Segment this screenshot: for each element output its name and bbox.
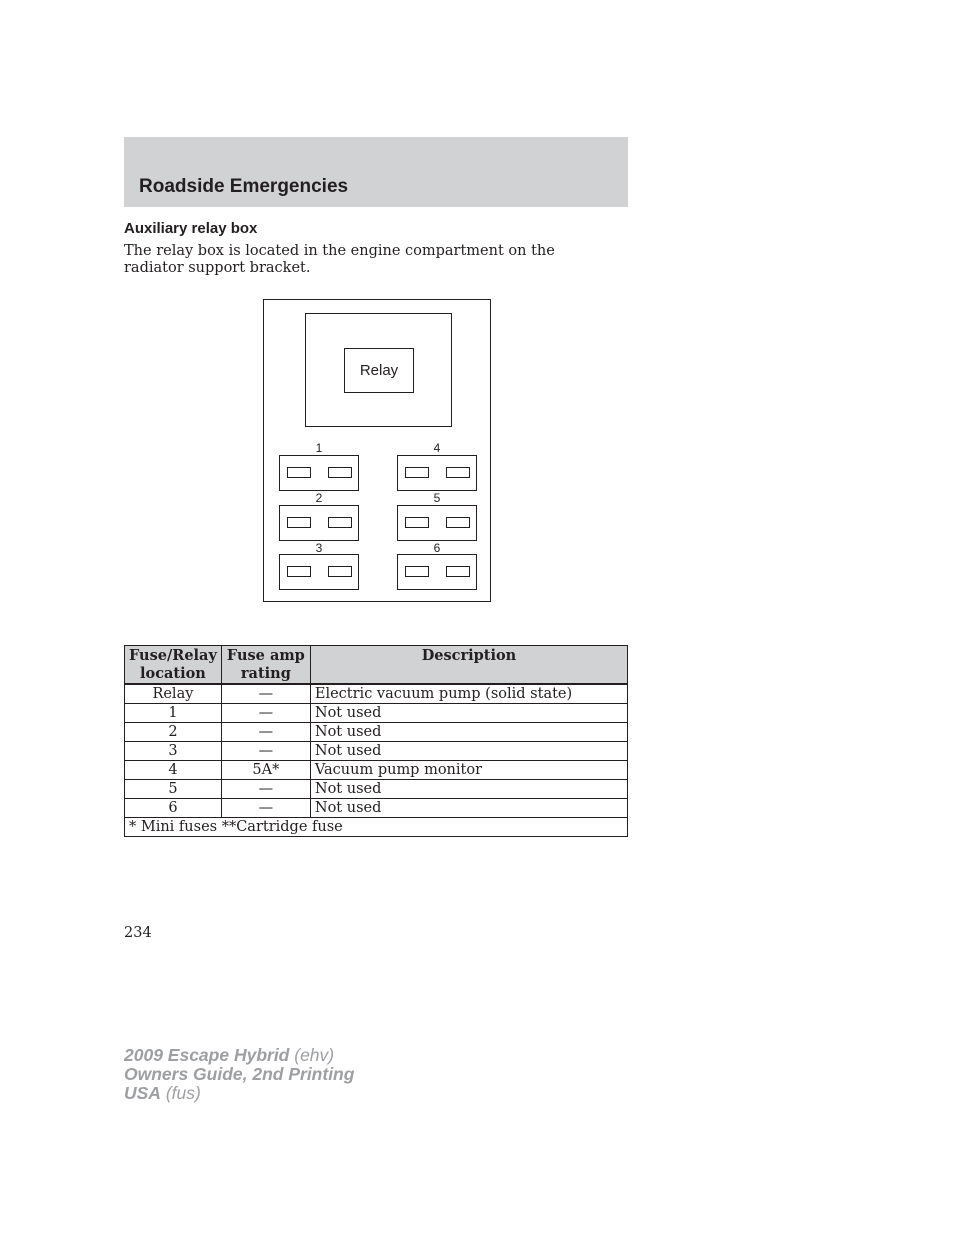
col-header-rating: Fuse amp rating bbox=[221, 646, 310, 685]
relay-socket bbox=[305, 313, 452, 427]
table-row: 1 — Not used bbox=[125, 704, 628, 723]
slot-number-2: 2 bbox=[315, 491, 323, 505]
col-header-description: Description bbox=[310, 646, 627, 685]
col-header-location: Fuse/Relay location bbox=[125, 646, 222, 685]
fuse-slot-4 bbox=[397, 455, 477, 491]
slot-number-1: 1 bbox=[315, 441, 323, 455]
intro-paragraph: The relay box is located in the engine compartment on the radiator support bracket. bbox=[124, 243, 555, 276]
fuse-slot-2 bbox=[279, 505, 359, 541]
slot-number-4: 4 bbox=[433, 441, 441, 455]
page-number: 234 bbox=[124, 925, 152, 941]
table-footnote-row bbox=[125, 818, 628, 837]
table-row: 5 — Not used bbox=[125, 780, 628, 799]
table-footnote: * Mini fuses **Cartridge fuse bbox=[125, 818, 628, 837]
table-row: 6 — Not used bbox=[125, 799, 628, 818]
slot-number-5: 5 bbox=[433, 491, 441, 505]
table-row: 2 — Not used bbox=[125, 723, 628, 742]
section-title: Roadside Emergencies bbox=[139, 176, 349, 197]
table-row: 4 5A* Vacuum pump monitor bbox=[125, 761, 628, 780]
relay-label: Relay bbox=[344, 348, 414, 393]
fuse-table bbox=[124, 645, 628, 837]
sub-heading: Auxiliary relay box bbox=[124, 220, 258, 237]
table-row: Relay — Electric vacuum pump (solid state) bbox=[125, 684, 628, 704]
slot-number-6: 6 bbox=[433, 541, 441, 555]
fuse-slot-6 bbox=[397, 554, 477, 590]
relay-box-diagram bbox=[263, 299, 491, 602]
footer: 2009 Escape Hybrid (ehv) Owners Guide, 2nd Printing USA (fus) bbox=[124, 1045, 355, 1103]
table-header-row bbox=[125, 646, 628, 685]
fuse-slot-3 bbox=[279, 554, 359, 590]
fuse-slot-1 bbox=[279, 455, 359, 491]
slot-number-3: 3 bbox=[315, 541, 323, 555]
fuse-slot-5 bbox=[397, 505, 477, 541]
table-row: 3 — Not used bbox=[125, 742, 628, 761]
